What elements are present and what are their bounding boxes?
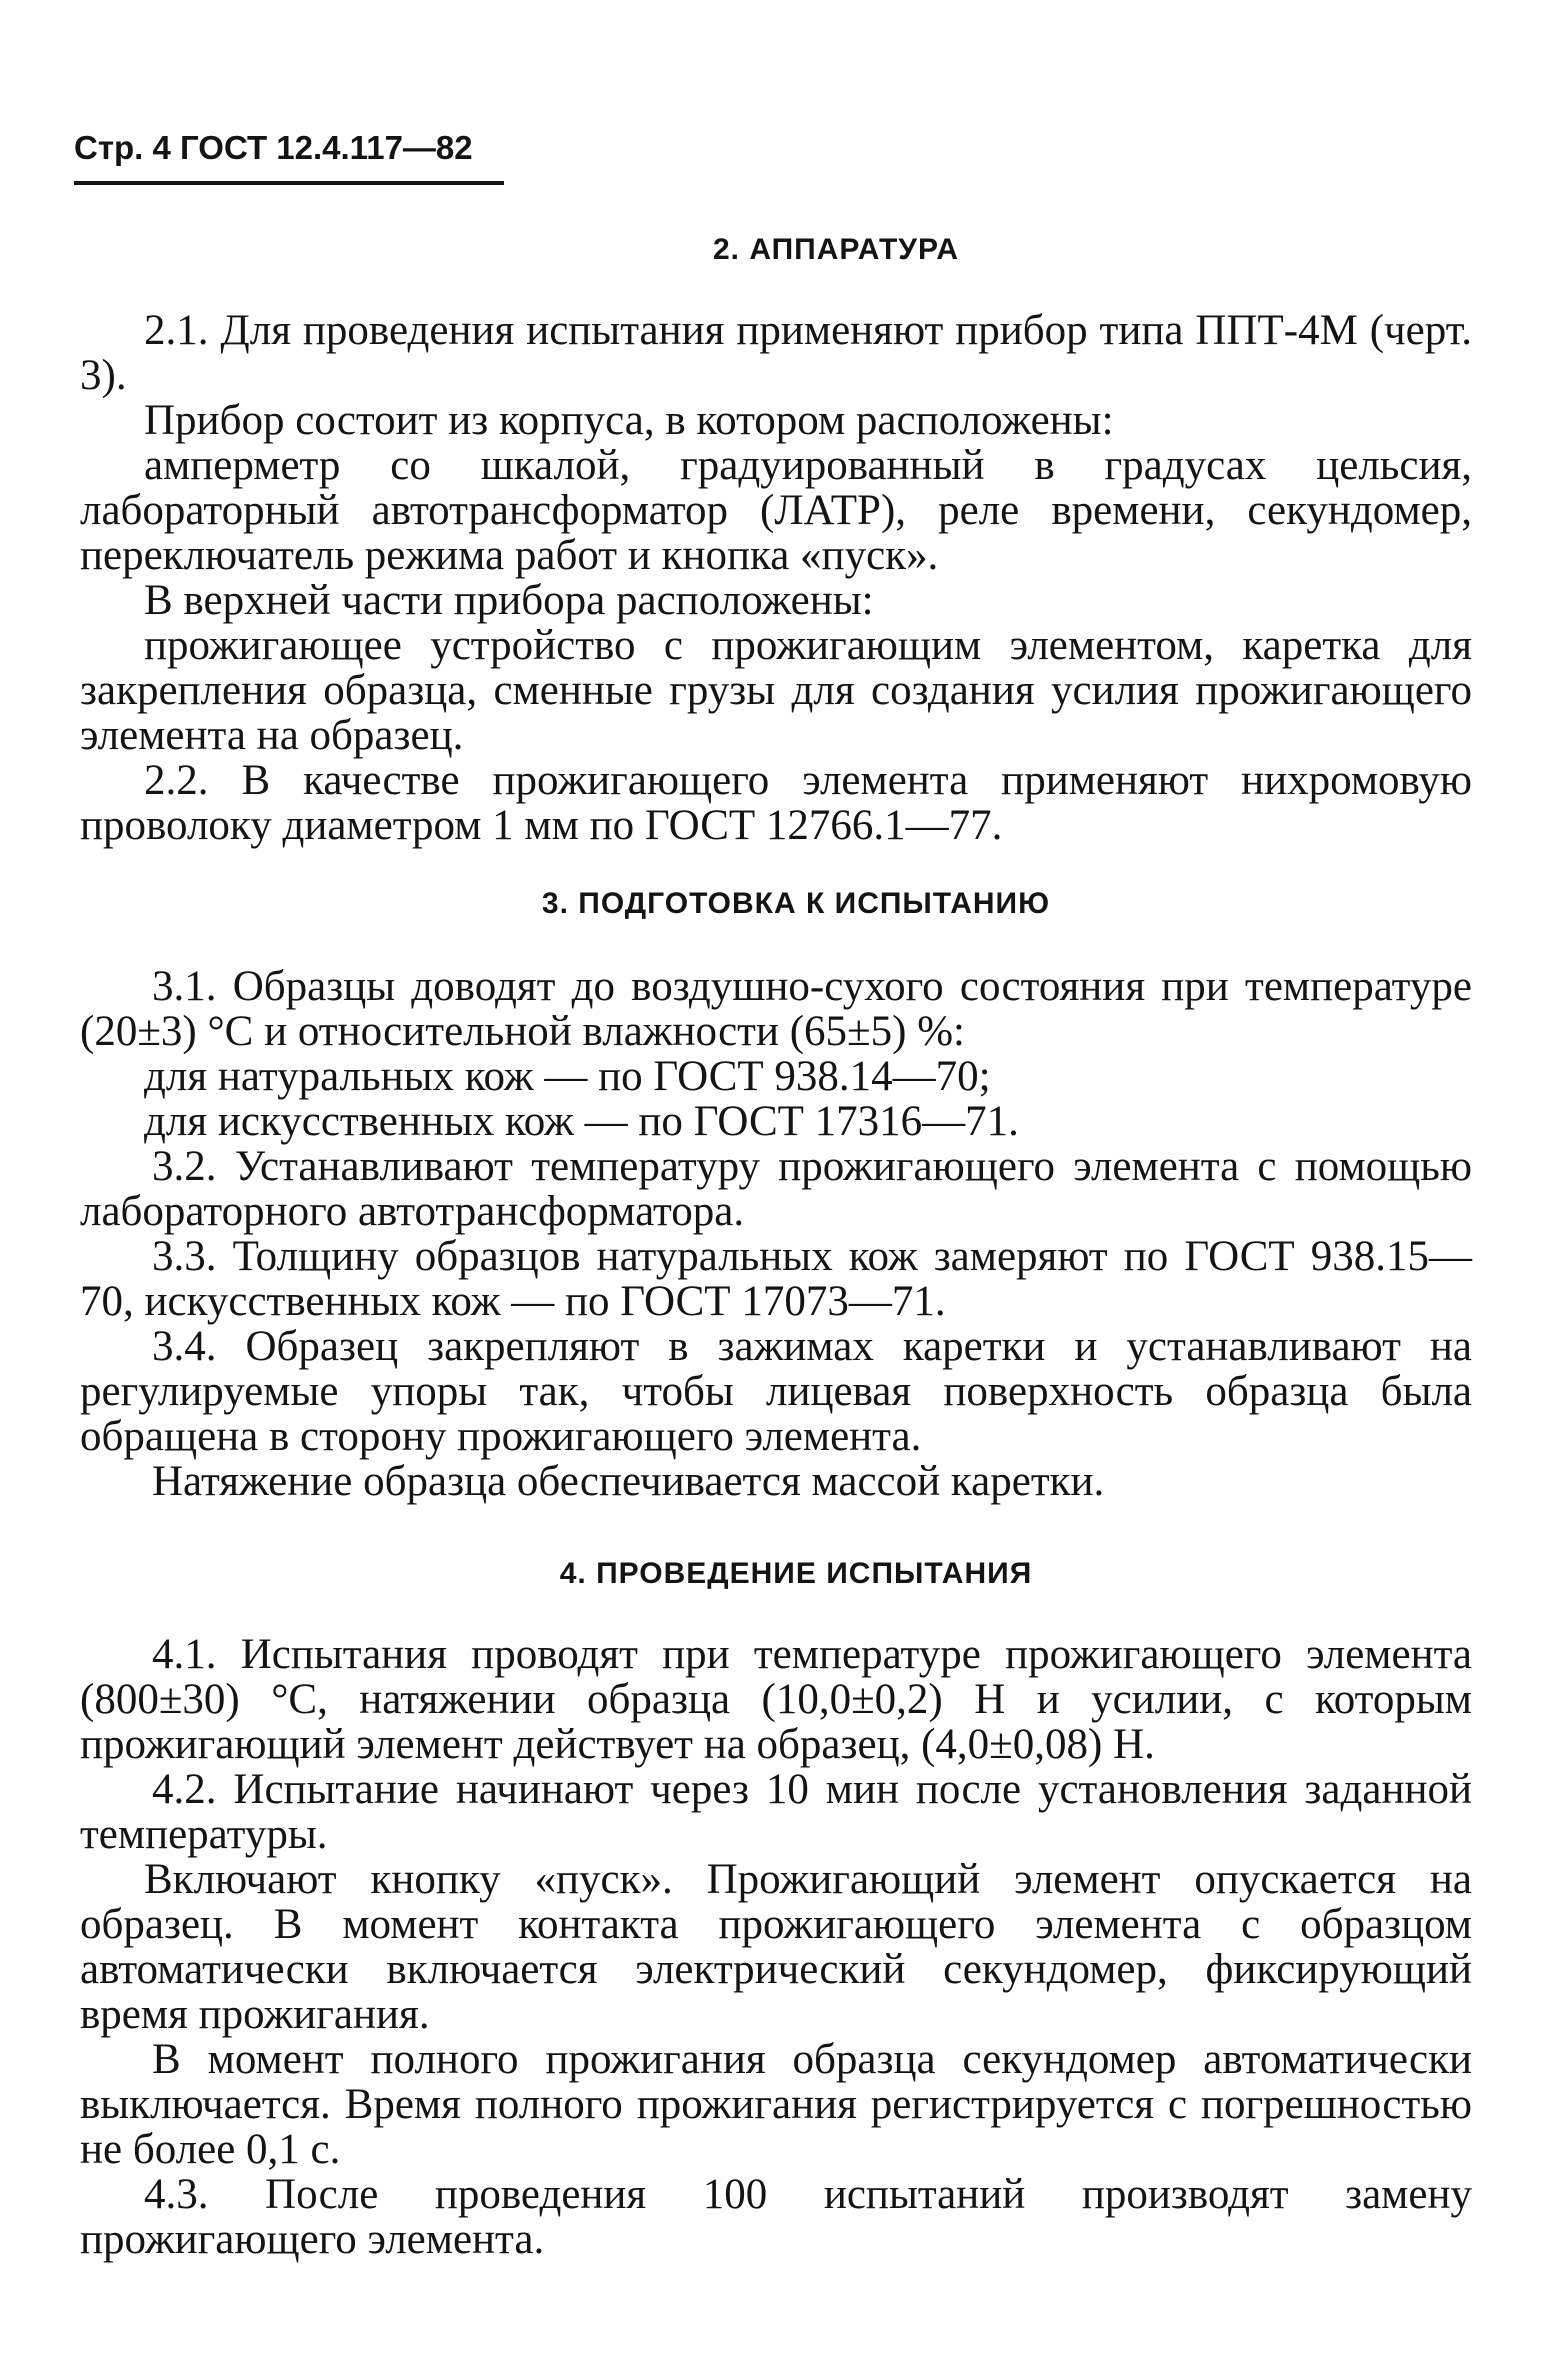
paragraph-4-1: 4.1. Испытания проводят при температуре прожигающего элемента (800±30) °С, натяжении образца (10,0±0,2) Н и усилии, с которым прожигающий элемент действует на образец, (4,0±0,08) Н. (80, 1631, 1472, 1768)
paragraph-device-parts: амперметр со шкалой, градуированный в градусах цельсия, лабораторный автотрансформатор (ЛАТР), реле времени, секундомер, переключатель режима работ и кнопка «пуск». (80, 442, 1472, 579)
paragraph-upper-part: В верхней части прибора расположены: (144, 577, 874, 624)
section-title-apparatus: 2. АППАРАТУРА (713, 233, 959, 266)
paragraph-natural-leather: для натуральных кож — по ГОСТ 938.14—70; (144, 1053, 991, 1100)
paragraph-burn-through: В момент полного прожигания образца секундомер автоматически выключается. Время полного прожигания регистрируется с погрешностью не более 0,1 с. (80, 2036, 1472, 2173)
paragraph-3-2: 3.2. Устанавливают температуру прожигающего элемента с помощью лабораторного автотрансформатора. (80, 1143, 1472, 1235)
paragraph-tension: Натяжение образца обеспечивается массой каретки. (152, 1458, 1105, 1505)
section-title-preparation: 3. ПОДГОТОВКА К ИСПЫТАНИЮ (541, 887, 1051, 920)
header-rule (74, 181, 504, 185)
document-body (80, 230, 1472, 2262)
paragraph-2-1: 2.1. Для проведения испытания применяют прибор типа ППТ-4М (черт. 3). (80, 307, 1472, 399)
paragraph-device-composition: Прибор состоит из корпуса, в котором расположены: (144, 397, 1114, 444)
paragraph-start-button: Включают кнопку «пуск». Прожигающий элемент опускается на образец. В момент контакта прожигающего элемента с образцом автоматически включается электрический секундомер, фиксирующий время прожигания. (80, 1856, 1472, 2038)
paragraph-3-3: 3.3. Толщину образцов натуральных кож замеряют по ГОСТ 938.15—70, искусственных кож — по ГОСТ 17073—71. (80, 1233, 1472, 1325)
paragraph-3-1: 3.1. Образцы доводят до воздушно-сухого состояния при температуре (20±3) °С и относительной влажности (65±5) %: (80, 963, 1472, 1055)
section-title-testing: 4. ПРОВЕДЕНИЕ ИСПЫТАНИЯ (559, 1557, 1033, 1590)
paragraph-3-4: 3.4. Образец закрепляют в зажимах каретки и устанавливают на регулируемые упоры так, чтобы лицевая поверхность образца была обращена в сторону прожигающего элемента. (80, 1323, 1472, 1460)
paragraph-2-2: 2.2. В качестве прожигающего элемента применяют нихромовую проволоку диаметром 1 мм по ГОСТ 12766.1—77. (80, 757, 1472, 849)
paragraph-4-3: 4.3. После проведения 100 испытаний производят замену прожигающего элемента. (80, 2171, 1472, 2263)
paragraph-4-2: 4.2. Испытание начинают через 10 мин после установления заданной температуры. (80, 1766, 1472, 1858)
page-header: Стр. 4 ГОСТ 12.4.117—82 (74, 129, 473, 166)
paragraph-upper-part-items: прожигающее устройство с прожигающим элементом, каретка для закрепления образца, сменные грузы для создания усилия прожигающего элемента на образец. (80, 622, 1472, 759)
paragraph-artificial-leather: для искусственных кож — по ГОСТ 17316—71. (144, 1098, 1019, 1145)
